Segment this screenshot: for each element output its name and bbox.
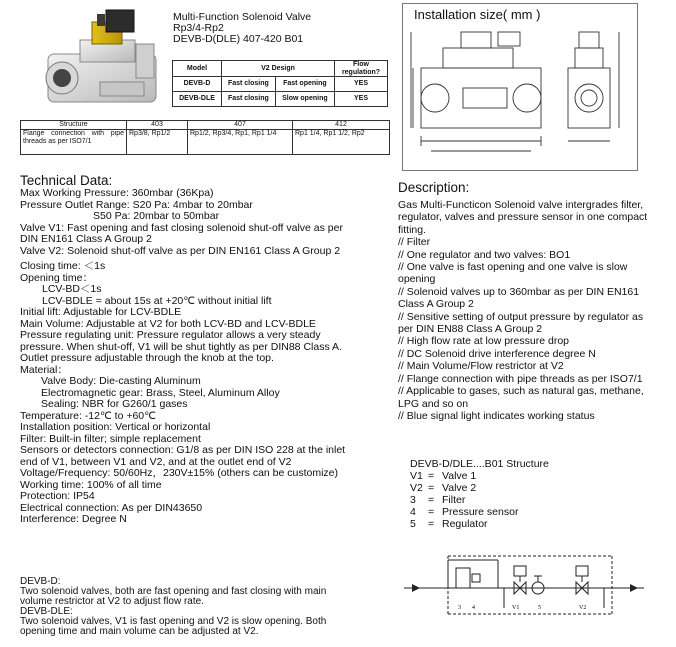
model-cell: YES <box>335 77 388 92</box>
technical-title: Technical Data: <box>20 173 113 188</box>
desc-line: regulator, valves and pressure sensor in one compact <box>398 211 648 224</box>
structure-cell: Rp3/8, Rp1/2 <box>127 130 188 155</box>
tech-line: Working time: 100% of all time <box>20 478 162 491</box>
diagram-label: 4 <box>472 605 475 611</box>
tech-line: LCV-BD＜1s <box>42 283 102 295</box>
tech-line: Initial lift: Adjustable for LCV-BDLE <box>20 306 182 318</box>
tech-line: Closing time: ＜1s <box>20 260 106 272</box>
tech-line: Electromagnetic gear: Brass, Steel, Aluminum Alloy <box>41 386 280 399</box>
tech-line: Valve V2: Solenoid shut-off valve as per DIN EN161 Class A Group 2 <box>20 244 341 257</box>
legend-title: DEVB-D/DLE....B01 Structure <box>410 458 549 470</box>
desc-line: // One regulator and two valves: BO1 <box>398 248 571 261</box>
desc-line: // DC Solenoid drive interference degree N <box>398 347 596 360</box>
installation-drawing <box>403 26 637 168</box>
tech-line: Pressure regulating unit: Pressure regulator allows a very steady <box>20 329 321 341</box>
desc-line: Gas Multi-Functicon Solenoid valve intergrades filter, <box>398 199 644 211</box>
legend-item: V1 = Valve 1 <box>410 470 477 482</box>
technical-body <box>20 188 345 526</box>
tech-line: pressure. When shut-off, V1 will be shut tightly as per DIN88 Class A. <box>20 340 342 353</box>
tech-line: DIN EN161 Class A Group 2 <box>20 233 152 245</box>
desc-line: // High flow rate at low pressure drop <box>398 335 569 348</box>
tech-line: LCV-BDLE = about 15s at +20℃ without initial lift <box>42 294 272 307</box>
model-cell: Fast closing <box>222 77 276 92</box>
desc-line: // Main Volume/Flow restrictor at V2 <box>398 360 564 373</box>
tech-line: Main Volume: Adjustable at V2 for both LCV-BD and LCV-BDLE <box>20 317 316 330</box>
model-cell: DEVB-DLE <box>173 92 222 107</box>
devb-d-text: volume restrictor at V2 to adjust flow rate. <box>20 596 204 607</box>
product-size: Rp3/4-Rp2 <box>173 22 224 34</box>
devb-notes <box>20 577 326 637</box>
desc-line: Class A Group 2 <box>398 298 474 311</box>
model-table-header: Model <box>173 61 222 77</box>
tech-line: Valve Body: Die-casting Aluminum <box>41 375 201 387</box>
product-model: DEVB-D(DLE) 407-420 B01 <box>173 33 304 45</box>
tech-line: Max Working Pressure: 360mbar (36Kpa) <box>20 187 214 199</box>
desc-line: opening <box>398 273 436 286</box>
tech-line: Sensors or detectors connection: G1/8 as per DIN ISO 228 at the inlet <box>20 444 346 456</box>
diagram-label: V1 <box>512 605 520 611</box>
tech-line: Electrical connection: As per DIN43650 <box>20 501 203 514</box>
product-photo <box>40 4 165 116</box>
structure-row-label: Flange connection with pipe threads as per ISO7/1 <box>21 130 127 155</box>
legend-item: 3 = Filter <box>410 494 466 506</box>
tech-line: Material： <box>20 363 68 376</box>
model-cell: Fast opening <box>275 77 334 92</box>
model-cell: YES <box>335 92 388 107</box>
tech-line: Sealing: NBR for G260/1 gases <box>41 398 188 410</box>
model-table-header: V2 Design <box>222 61 335 77</box>
desc-line: // Sensitive setting of output pressure by regulator as <box>398 310 644 323</box>
devb-dle-title: DEVB-DLE: <box>20 606 73 617</box>
model-cell: Fast closing <box>222 92 276 107</box>
devb-dle-text: opening time and main volume can be adjusted at V2. <box>20 626 259 637</box>
tech-line: Temperature: -12℃ to +60℃ <box>20 409 156 422</box>
description-body <box>398 199 647 422</box>
product-title: Multi-Function Solenoid Valve <box>173 11 312 23</box>
desc-line: // Filter <box>398 236 431 249</box>
diagram-label: 5 <box>538 605 541 611</box>
structure-table <box>20 120 390 155</box>
desc-line: // Blue signal light indicates working status <box>398 409 595 422</box>
devb-dle-text: Two solenoid valves, V1 is fast opening and V2 is slow opening. Both <box>20 616 327 627</box>
tech-line: S50 Pa: 20mbar to 50mbar <box>93 210 220 222</box>
devb-d-title: DEVB-D: <box>20 576 61 587</box>
desc-line: // Solenoid valves up to 360mbar as per DIN EN161 <box>398 285 640 298</box>
structure-header: 407 <box>188 121 293 130</box>
tech-line: Filter: Built-in filter; simple replacement <box>20 432 201 445</box>
model-table-header: Flow regulation? <box>335 61 388 77</box>
model-cell: DEVB-D <box>173 77 222 92</box>
installation-title: Installation size( mm ) <box>414 7 541 22</box>
structure-header: 412 <box>293 121 390 130</box>
legend-item: 4 = Pressure sensor <box>410 506 519 518</box>
tech-line: Outlet pressure adjustable through the knob at the top. <box>20 352 274 364</box>
description-title: Description: <box>398 180 470 195</box>
tech-line: Interference: Degree N <box>20 513 127 525</box>
model-table <box>172 60 388 107</box>
desc-line: fitting. <box>398 223 427 236</box>
diagram-label: 3 <box>458 605 461 611</box>
desc-line: // Applicable to gases, such as natural gas, methane, <box>398 385 644 398</box>
installation-panel <box>402 3 638 171</box>
tech-line: Opening time： <box>20 271 93 284</box>
desc-line: per DIN EN88 Class A Group 2 <box>398 323 543 336</box>
desc-line: // Flange connection with pipe threads as per ISO7/1 <box>398 372 643 385</box>
structure-schematic <box>404 548 644 616</box>
tech-line: Protection: IP54 <box>20 490 95 502</box>
desc-line: LPG and so on <box>398 397 469 410</box>
tech-line: Valve V1: Fast opening and fast closing solenoid shut-off valve as per <box>20 221 343 234</box>
model-cell: Slow opening <box>275 92 334 107</box>
legend-item: V2 = Valve 2 <box>410 482 477 494</box>
desc-line: // One valve is fast opening and one valve is slow <box>398 261 628 274</box>
structure-cell: Rp1 1/4, Rp1 1/2, Rp2 <box>293 130 390 155</box>
tech-line: Pressure Outlet Range: S20 Pa: 4mbar to 20mbar <box>20 198 253 211</box>
diagram-label: V2 <box>579 605 587 611</box>
tech-line: end of V1, between V1 and V2, and at the outlet end of V2 <box>20 455 292 468</box>
tech-line: Installation position: Vertical or horizontal <box>20 421 211 433</box>
tech-line: Voltage/Frequency: 50/60Hz，230V±15% (others can be customize) <box>20 467 339 479</box>
structure-header: 403 <box>127 121 188 130</box>
devb-d-text: Two solenoid valves, both are fast opening and fast closing with main <box>20 586 327 597</box>
structure-header: Structure <box>21 121 127 130</box>
structure-legend <box>410 458 549 530</box>
legend-item: 5 = Regulator <box>410 518 488 530</box>
structure-cell: Rp1/2, Rp3/4, Rp1, Rp1 1/4 <box>188 130 293 155</box>
